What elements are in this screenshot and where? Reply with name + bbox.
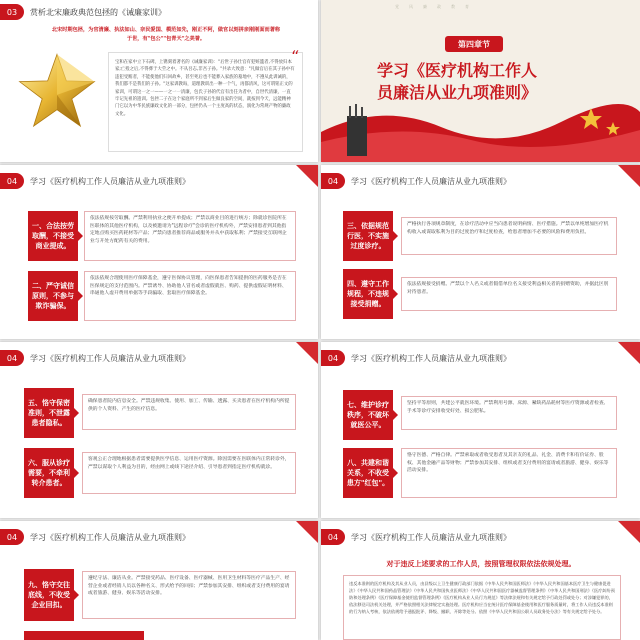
top-labels <box>395 4 469 10</box>
highlight-text: 北宋时期包拯，为官清廉、执法如山、奈民爱国、模范如先，刚正不阿，做官以刻拼亲刚刚面而著称于世，有"包公""包青天"之美誉。 <box>51 27 281 42</box>
slide-chapter-cover <box>321 0 640 162</box>
chapter-badge: 第四章节 <box>445 36 503 52</box>
slide-title: 学习《医疗机构工作人员廉洁从业九项准则》 <box>30 353 190 363</box>
quote-box <box>108 47 303 152</box>
rule-text: 确保患者院内信息安全。严禁违规收集、使用、加工、传输、透露、买卖患者在医疗机构内所提供的个人资料、产生的医疗信息。 <box>82 394 296 430</box>
rule-label: 六、服从诊疗需要，不牵利转介患者。 <box>24 448 74 498</box>
corner-decoration <box>296 342 318 364</box>
rule-label: 九、恪守交往底线，不收受企业回扣。 <box>24 569 74 621</box>
top-label: 教 <box>451 4 455 9</box>
rule-label: 四、遵守工作规程，不违规接受捐赠。 <box>343 269 393 319</box>
rule-text: 依法依规合理使用医疗保障基金，遵守医保协议管理，向医保患者告知提供的医药服务是否在医保规定的支付范围内。严禁诱导、协助他人冒名或者虚假就医、购药、提供虚假证明材料、串通他人虚开费用单据等手段骗取、套取医疗保障基金。 <box>84 271 296 321</box>
slide-title: 学习《医疗机构工作人员廉洁从业九项准则》 <box>351 353 511 363</box>
corner-decoration <box>296 521 318 543</box>
section-number: 04 <box>321 529 345 545</box>
rule-label: 二、严守诚信原则，不参与欺诈骗保。 <box>28 271 78 321</box>
chapter-title-line1: 学习《医疗机构工作人 <box>377 61 538 80</box>
slide-header <box>0 2 166 22</box>
corner-decoration <box>618 342 640 364</box>
top-label: 风 <box>409 4 413 9</box>
slide-rules-3-4 <box>321 165 640 339</box>
rule-label: 七、维护诊疗秩序，不破坏就医公平。 <box>343 390 393 440</box>
penalty-highlight: 对于违反上述要求的工作人员，按照管理权限依法依规处理。 <box>386 560 576 568</box>
slide-title: 学习《医疗机构工作人员廉洁从业九项准则》 <box>351 532 511 542</box>
slide-rules-1-2 <box>0 165 318 339</box>
slide-header <box>0 527 190 547</box>
rule-text: 严格执行各项规章制度，在诊疗活动中应当向患者说明病情、医疗措施。严禁以单纯增加医疗机构收入或谋取私利为目的过度治疗和过度检查，给患者增加不必要的风险和费用负担。 <box>401 217 617 255</box>
slide-header <box>0 348 190 368</box>
flag-decoration <box>321 102 640 162</box>
slide-header <box>321 527 511 547</box>
slide-penalty <box>321 521 640 640</box>
rule-label: 一、合法按劳取酬，不接受商业提成。 <box>28 211 78 261</box>
slide-rule-9 <box>0 521 318 640</box>
corner-decoration <box>618 165 640 187</box>
gold-star-icon <box>18 52 96 130</box>
slide-header <box>321 348 511 368</box>
top-label: 廉 <box>423 4 427 9</box>
top-label: 政 <box>437 4 441 9</box>
rule-text: 遵纪守法、廉洁从业。严禁接受药品、医疗设备、医疗器械、医用卫生材料等医疗产品生产、经营企业或者经销人员以各种名义、形式给予的回扣；严禁参加其安排、组织或者支付费用的宴请或者旅游、健身、娱乐等活动安排。 <box>82 571 296 619</box>
rule-text: 客观公正合理地根据患者需要提供医学信息、运用医疗资源。除因需要在医联体内正常转诊外，严禁以谋取个人利益为目的，经由网上或线下途径介绍、引导患者到指定医疗机构就诊。 <box>82 452 296 494</box>
penalty-body: 违反本准则的医疗机构及其从业人员，由县级以上卫生健康行政部门依据《中华人民共和国医师法》《中华人民共和国基本医疗卫生与健康促进法》《中华人民共和国药品管理法》《中华人民共和国执业医师法》《中华人民共和国医疗器械监督管理条例》《中华人民共和国刑法》《医疗纠纷预防和处理条例》《医疗保障基金使用监督管理条例》《医疗机构从业人员行为规范》等法律法规和有关规定给予行政处罚或处分；对涉嫌犯罪的，依法移送司法机关处理，并严格依照相关法律规定实施处理。医疗机构应当在统计医疗保障基金使用和医疗服务质量时，将工作人员违反本准则的行为纳入考核，依法依规给予通报批评、降级、撤职、开除等处分。依照《中华人民共和国公职人员政务处分法》等有关规定给予处分。 <box>349 581 615 614</box>
motto-body: 宝和在家中立下石碑，上镌刻着著名的《诫廉家训》："后世子孙仕官有犯赃滥者,不得放归本家;亡殁之后,不得葬于大茔之中。不从吾志,非吾子孙。"共录大致意："凡做官后在其子孙中有违犯受贿者，不能使他们归回故乡，甚至死后也不能葬入家族的墓地中，不遵从此训诫的，我们都不是我们的子孙。"这家训教诲，道理教训出一种一个气，再都清风，这可谓铭正文的家训，可谓这一之一——一之一一清廉，包氏子孙的代官有出任为者中，自世代清廉，一直牢记先祖的遗训。包拯二子在这个家庭所不到家后生做良家的空间，就按到今天，远能精神门它以为中华民族廉政文化的一部分，包拯仍从一个主度高的状态，演化为常规产物的廉政文化。 <box>115 60 295 117</box>
slide-title: 赏析北宋廉政典范包拯的《诫廉家训》 <box>30 7 166 17</box>
top-label: 育 <box>465 4 469 9</box>
section-number: 04 <box>321 350 345 366</box>
section-number: 04 <box>0 529 24 545</box>
rule-label: 五、恪守保密准则，不泄露患者隐私。 <box>24 388 74 438</box>
slide-rules-5-6 <box>0 342 318 518</box>
rule-text: 依法依规按劳取酬。严禁利用执业之便开单提成；严禁以商业目的进行统方；除就诊医院所在医联体的其他医疗机构，以及被邀请为"远程诊疗"会诊的医疗机构外，严禁安排患者到其他指定地点购买医药耗材等产品；严禁向患者推荐商品或服务并从中获取私利；严禁接受互联网企业与开处方配药有关的费用。 <box>84 211 296 261</box>
slide-title: 学习《医疗机构工作人员廉洁从业九项准则》 <box>30 532 190 542</box>
section-number: 04 <box>321 173 345 189</box>
bottom-red-bar <box>24 631 144 640</box>
slide-rules-7-8 <box>321 342 640 518</box>
rule-label: 三、依据规范行医，不实施过度诊疗。 <box>343 211 393 261</box>
corner-decoration <box>618 521 640 543</box>
slide-title: 学习《医疗机构工作人员廉洁从业九项准则》 <box>351 176 511 186</box>
chapter-title-line2: 员廉洁从业九项准则》 <box>377 83 538 102</box>
slide-header <box>0 171 190 191</box>
section-number: 03 <box>0 4 24 20</box>
section-number: 04 <box>0 350 24 366</box>
top-label: 党 <box>395 4 399 9</box>
slide-header <box>321 171 511 191</box>
rule-text: 恪守医德、严格自律。严禁索取或者收受患者及其亲友的礼品、礼金、消费卡和有价证券、股权、其他金融产品等财物；严禁参加其安排、组织或者支付费用的宴请或者旅游、健身、娱乐等活动安排。 <box>401 448 617 498</box>
section-number: 04 <box>0 173 24 189</box>
quote-mark: “ <box>291 47 300 66</box>
penalty-box <box>343 575 621 640</box>
rule-label: 八、共建和谐关系，不收受患方"红包"。 <box>343 448 393 498</box>
rule-text: 坚持平等原则，共建公平就医环境。严禁利用号源、床源、紧缺药品耗材等医疗资源或者检查、手术等诊疗安排收受好处、损公肥私。 <box>401 396 617 430</box>
slide-family-motto <box>0 0 318 162</box>
rule-text: 依法依规接受捐赠。严禁以个人名义或者假借单位名义接受利益相关者的捐赠资助，并据此区别对待患者。 <box>401 277 617 311</box>
corner-decoration <box>296 165 318 187</box>
slide-title: 学习《医疗机构工作人员廉洁从业九项准则》 <box>30 176 190 186</box>
